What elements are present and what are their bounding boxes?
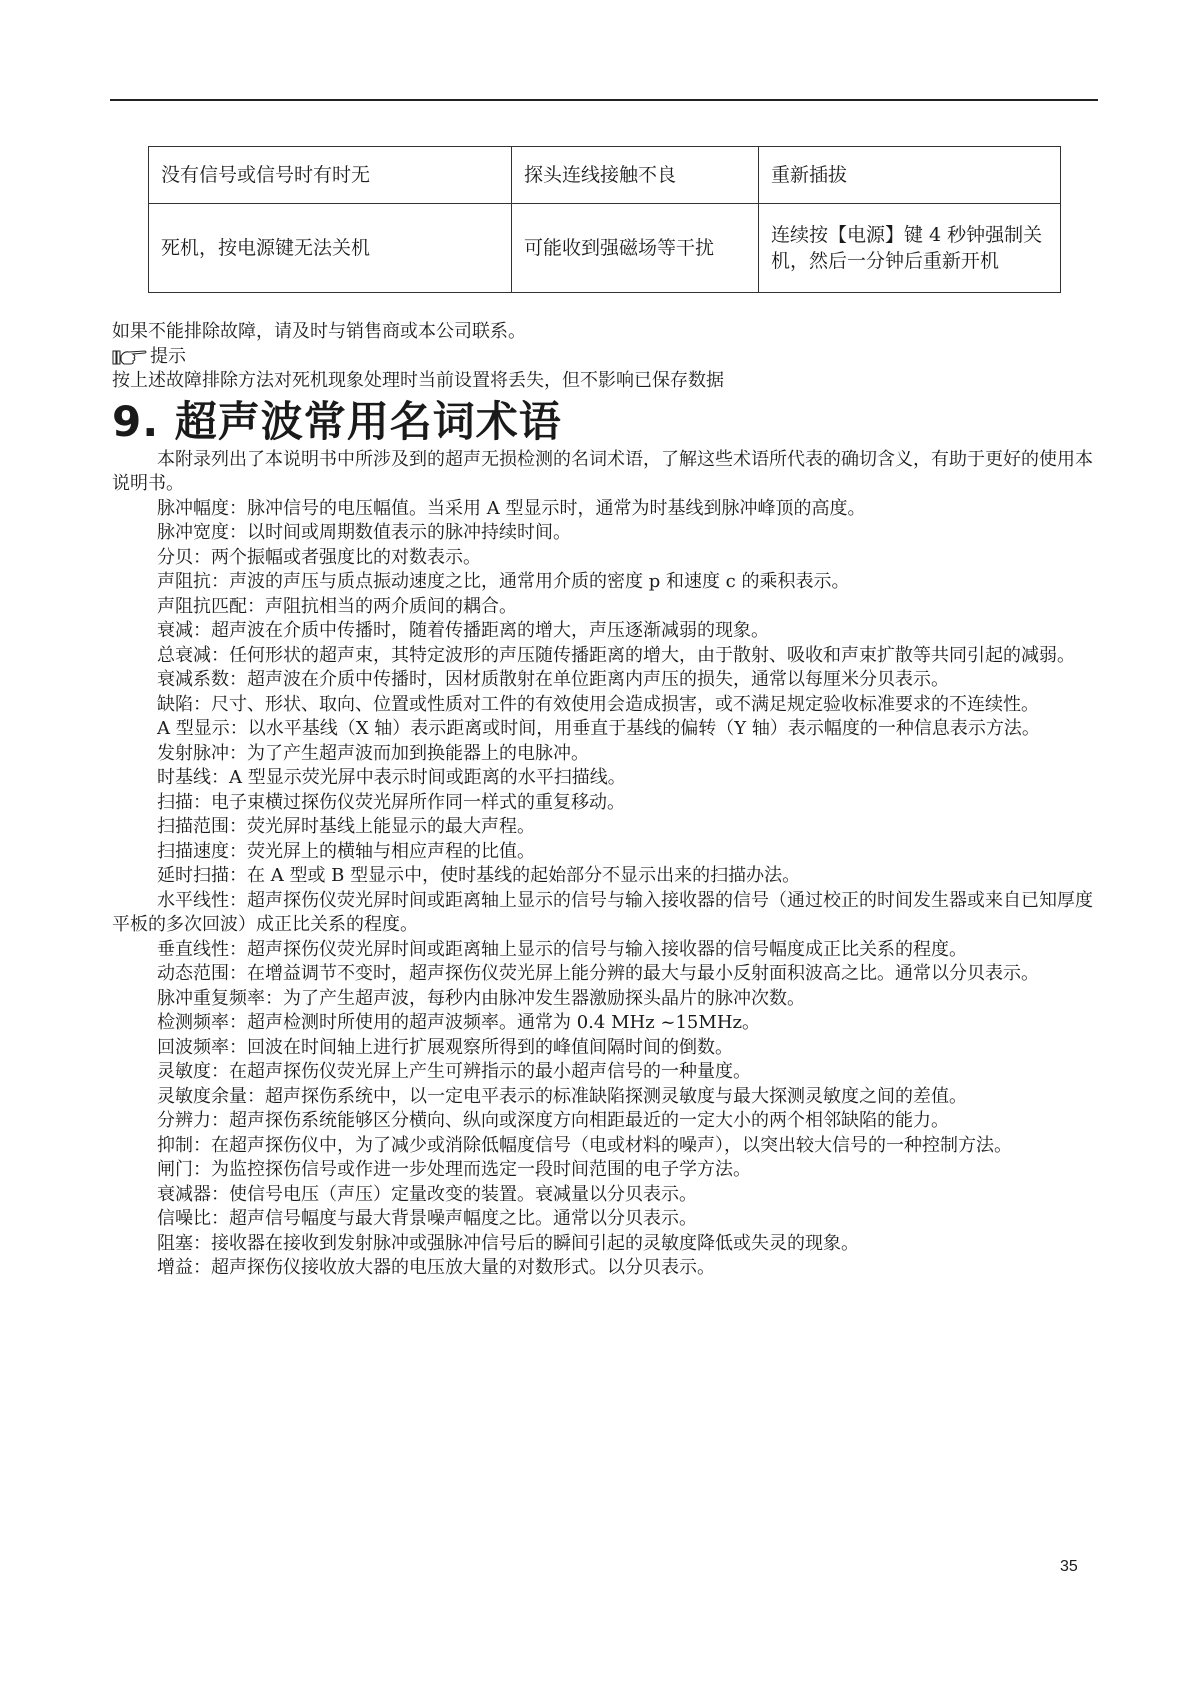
section-title: 9. 超声波常用名词术语 (112, 396, 562, 446)
term-entry: 水平线性：超声探伤仪荧光屏时间或距离轴上显示的信号与输入接收器的信号（通过校正的时间发生器或来自已知厚度平板的多次回波）成正比关系的程度。 (112, 889, 1093, 935)
term-entry: 阻塞：接收器在接收到发射脉冲或强脉冲信号后的瞬间引起的灵敏度降低或失灵的现象。 (157, 1232, 859, 1254)
term-entry: 抑制：在超声探伤仪中，为了减少或消除低幅度信号（电或材料的噪声），以突出较大信号的一种控制方法。 (157, 1134, 1012, 1156)
term-entry: 垂直线性：超声探伤仪荧光屏时间或距离轴上显示的信号与输入接收器的信号幅度成正比关系的程度。 (157, 938, 967, 960)
table-row (149, 204, 1061, 293)
contact-note: 如果不能排除故障，请及时与销售商或本公司联系。 (112, 321, 526, 342)
term-entry: 总衰减：任何形状的超声束，其特定波形的声压随传播距离的增大，由于散射、吸收和声束扩散等共同引起的减弱。 (157, 644, 1075, 666)
term-entry: 闸门：为监控探伤信号或作进一步处理而选定一段时间范围的电子学方法。 (157, 1159, 751, 1180)
term-entry: 脉冲重复频率：为了产生超声波，每秒内由脉冲发生器激励探头晶片的脉冲次数。 (157, 987, 805, 1009)
term-entry: 灵敏度：在超声探伤仪荧光屏上产生可辨指示的最小超声信号的一种量度。 (157, 1061, 751, 1082)
term-entry: 衰减器：使信号电压（声压）定量改变的装置。衰减量以分贝表示。 (157, 1183, 697, 1205)
document-body (112, 320, 1097, 1281)
term-entry: 回波频率：回波在时间轴上进行扩展观察所得到的峰值间隔时间的倒数。 (157, 1036, 733, 1058)
term-entry: 信噪比：超声信号幅度与最大背景噪声幅度之比。通常以分贝表示。 (157, 1208, 697, 1229)
pointing-hand-icon (112, 348, 148, 366)
term-entry: 脉冲幅度：脉冲信号的电压幅值。当采用 A 型显示时，通常为时基线到脉冲峰顶的高度。 (157, 497, 866, 519)
table-row (149, 147, 1061, 204)
term-entry: 分贝：两个振幅或者强度比的对数表示。 (157, 546, 481, 568)
term-entry: 发射脉冲：为了产生超声波而加到换能器上的电脉冲。 (157, 742, 589, 764)
tip-text: 按上述故障排除方法对死机现象处理时当前设置将丢失，但不影响已保存数据 (112, 370, 724, 391)
term-entry: 时基线：A 型显示荧光屏中表示时间或距离的水平扫描线。 (157, 767, 626, 788)
header-rule (110, 99, 1098, 101)
term-entry: A 型显示：以水平基线（X 轴）表示距离或时间，用垂直于基线的偏转（Y 轴）表示幅度的一种信息表示方法。 (157, 718, 1040, 739)
term-entry: 衰减：超声波在介质中传播时，随着传播距离的增大，声压逐渐减弱的现象。 (157, 620, 769, 641)
term-entry: 延时扫描：在 A 型或 B 型显示中，使时基线的起始部分不显示出来的扫描办法。 (157, 865, 801, 886)
troubleshooting-table (148, 146, 1061, 293)
terms-list (112, 497, 1097, 1281)
term-entry: 扫描范围：荧光屏时基线上能显示的最大声程。 (157, 816, 535, 837)
cause-cell: 可能收到强磁场等干扰 (512, 204, 759, 293)
term-entry: 声阻抗：声波的声压与质点振动速度之比，通常用介质的密度 p 和速度 c 的乘积表示。 (157, 571, 850, 592)
solution-cell: 连续按【电源】键 4 秒钟强制关机，然后一分钟后重新开机 (759, 204, 1061, 293)
term-entry: 检测频率：超声检测时所使用的超声波频率。通常为 0.4 MHz ~15MHz。 (157, 1012, 760, 1033)
term-entry: 脉冲宽度：以时间或周期数值表示的脉冲持续时间。 (157, 522, 571, 543)
solution-cell: 重新插拔 (759, 147, 1061, 204)
term-entry: 灵敏度余量：超声探伤系统中，以一定电平表示的标准缺陷探测灵敏度与最大探测灵敏度之间的差值。 (157, 1085, 967, 1107)
symptom-cell: 没有信号或信号时有时无 (149, 147, 512, 204)
section-intro: 本附录列出了本说明书中所涉及到的超声无损检测的名词术语，了解这些术语所代表的确切含义，有助于更好的使用本说明书。 (112, 448, 1093, 494)
symptom-cell: 死机，按电源键无法关机 (149, 204, 512, 293)
page-number: 35 (1060, 1558, 1078, 1575)
term-entry: 增益：超声探伤仪接收放大器的电压放大量的对数形式。以分贝表示。 (157, 1257, 715, 1278)
term-entry: 衰减系数：超声波在介质中传播时，因材质散射在单位距离内声压的损失，通常以每厘米分贝表示。 (157, 669, 949, 690)
cause-cell: 探头连线接触不良 (512, 147, 759, 204)
term-entry: 扫描：电子束横过探伤仪荧光屏所作同一样式的重复移动。 (157, 791, 625, 813)
term-entry: 分辨力：超声探伤系统能够区分横向、纵向或深度方向相距最近的一定大小的两个相邻缺陷的能力。 (157, 1110, 949, 1131)
tip-heading (112, 345, 1097, 370)
tip-label: 提示 (150, 345, 186, 367)
term-entry: 动态范围：在增益调节不变时，超声探伤仪荧光屏上能分辨的最大与最小反射面积波高之比。通常以分贝表示。 (157, 963, 1039, 984)
term-entry: 缺陷：尺寸、形状、取向、位置或性质对工件的有效使用会造成损害，或不满足规定验收标准要求的不连续性。 (157, 693, 1039, 715)
term-entry: 扫描速度：荧光屏上的横轴与相应声程的比值。 (157, 840, 535, 862)
term-entry: 声阻抗匹配：声阻抗相当的两介质间的耦合。 (157, 595, 517, 617)
